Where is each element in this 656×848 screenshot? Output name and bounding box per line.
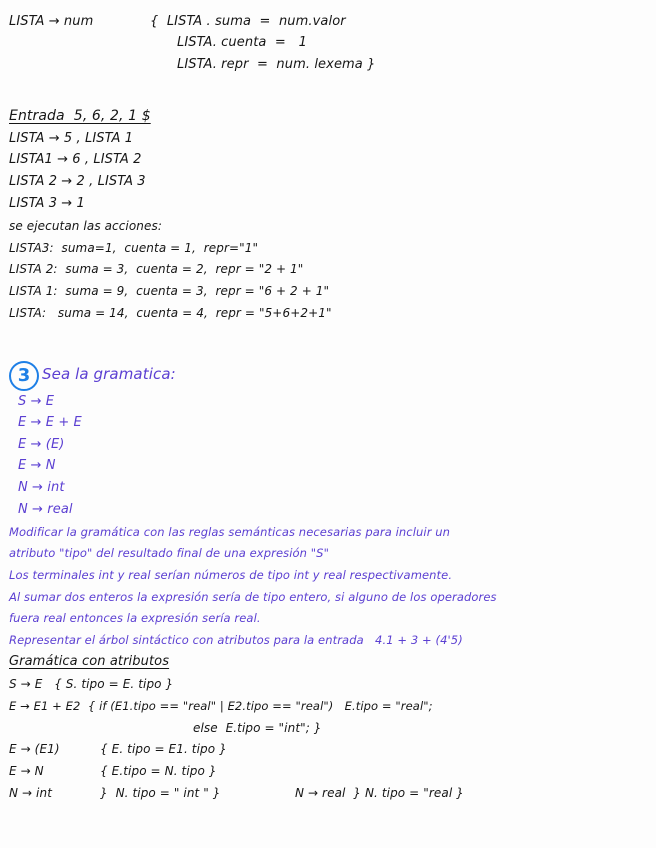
attr-rule-n-lhs: E → N [9, 764, 44, 778]
grammar-rule-2: E → E + E [18, 415, 82, 430]
statement-line-6: Representar el árbol sintáctico con atributos para la entrada 4.1 + 3 + (4'5) [9, 633, 463, 647]
actions-intro: se ejecutan las acciones: [9, 219, 162, 233]
grammar-rule-5: N → int [18, 480, 65, 495]
attr-rule-real: N → real } N. tipo = "real } [295, 786, 464, 800]
statement-line-5: fuera real entonces la expresión sería real. [9, 611, 261, 625]
rule-lista-repr-action: LISTA. repr = num. lexema } [177, 57, 376, 72]
rule-lista-cuenta-action: LISTA. cuenta = 1 [177, 35, 307, 50]
action-lista: LISTA: suma = 14, cuenta = 4, repr = "5+6+2+1" [9, 306, 332, 320]
attr-rule-paren-action: { E. tipo = E1. tipo } [100, 742, 227, 756]
grammar-rule-3: E → (E) [18, 437, 65, 452]
action-lista1: LISTA 1: suma = 9, cuenta = 3, repr = "6 + 2 + 1" [9, 284, 330, 298]
attr-rule-int-lhs: N → int [9, 786, 53, 800]
grammar-rule-4: E → N [18, 458, 56, 473]
derivation-line-3: LISTA 2 → 2 , LISTA 3 [9, 174, 146, 189]
exercise-number-badge: 3 [9, 361, 39, 391]
attr-rule-s: S → E { S. tipo = E. tipo } [9, 677, 174, 691]
rule-lista-suma-action: { LISTA . suma = num.valor [150, 14, 346, 29]
derivation-line-2: LISTA1 → 6 , LISTA 2 [9, 152, 142, 167]
grammar-rule-1: S → E [18, 394, 55, 409]
statement-line-3: Los terminales int y real serían números de tipo int y real respectivamente. [9, 568, 453, 582]
derivation-line-4: LISTA 3 → 1 [9, 196, 85, 211]
statement-line-2: atributo "tipo" del resultado final de una expresión "S" [9, 546, 329, 560]
attr-rule-paren-lhs: E → (E1) [9, 742, 60, 756]
statement-line-1: Modificar la gramática con las reglas semánticas necesarias para incluir un [9, 525, 451, 539]
derivation-line-1: LISTA → 5 , LISTA 1 [9, 131, 134, 146]
exercise-title: Sea la gramatica: [42, 365, 176, 383]
attr-rule-n-action: { E.tipo = N. tipo } [100, 764, 217, 778]
attr-rule-int-action: } N. tipo = " int " } [100, 786, 221, 800]
action-lista3: LISTA3: suma=1, cuenta = 1, repr="1" [9, 241, 259, 255]
attr-rule-sum: E → E1 + E2 { if (E1.tipo == "real" | E2.tipo == "real") E.tipo = "real"; [9, 699, 433, 713]
input-heading: Entrada 5, 6, 2, 1 $ [9, 108, 151, 124]
action-lista2: LISTA 2: suma = 3, cuenta = 2, repr = "2 + 1" [9, 262, 304, 276]
attributed-grammar-heading: Gramática con atributos [9, 654, 170, 669]
attr-rule-sum-else: else E.tipo = "int"; } [193, 721, 322, 735]
rule-lista-num: LISTA → num [9, 14, 94, 29]
statement-line-4: Al sumar dos enteros la expresión sería de tipo entero, si alguno de los operadores [9, 590, 497, 604]
grammar-rule-6: N → real [18, 502, 73, 517]
